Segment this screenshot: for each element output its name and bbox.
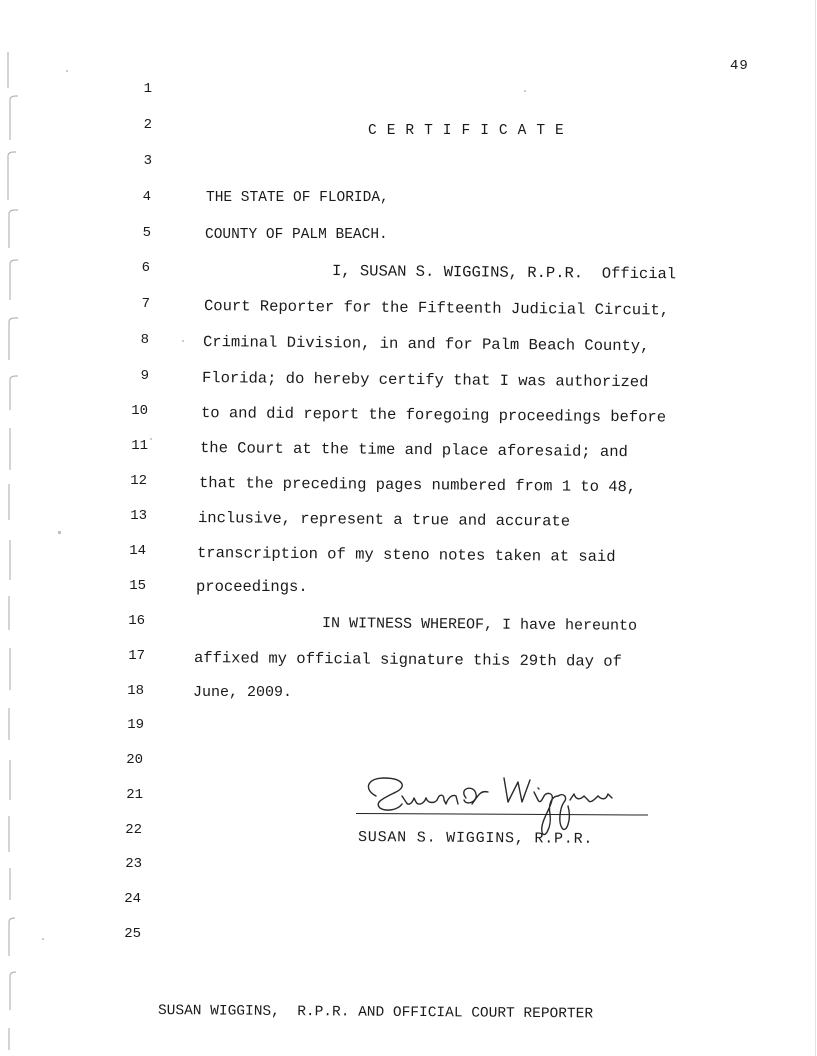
line-number: 11 — [131, 438, 148, 454]
transcript-line: proceedings. — [196, 578, 308, 596]
line-number: 12 — [130, 473, 147, 489]
line-number: 18 — [127, 683, 144, 699]
transcript-line: June, 2009. — [193, 684, 293, 701]
line-number: 4 — [142, 189, 151, 205]
transcript-line: the Court at the time and place aforesaid; and — [199, 439, 628, 462]
line-number: 16 — [128, 613, 145, 629]
transcript-line: inclusive, represent a true and accurate — [197, 509, 571, 531]
line-number: 15 — [129, 578, 146, 594]
transcript-line: affixed my official signature this 29th day of — [193, 649, 622, 671]
reporter-name-line: SUSAN S. WIGGINS, R.P.R. — [357, 829, 594, 848]
transcript-line: to and did report the foregoing proceedings before — [200, 404, 667, 427]
transcript-line: I, SUSAN S. WIGGINS, R.P.R. Official — [331, 262, 677, 284]
transcript-line: Court Reporter for the Fifteenth Judicial Circuit, — [203, 297, 670, 320]
certificate-title: CERTIFICATE — [368, 123, 574, 139]
scan-speck — [150, 438, 152, 440]
line-number: 6 — [141, 260, 150, 276]
line-number: 5 — [142, 225, 151, 241]
binding-edge-marks — [0, 0, 60, 1056]
transcript-line: Criminal Division, in and for Palm Beach County, — [202, 333, 650, 356]
transcript-line: COUNTY OF PALM BEACH. — [205, 227, 388, 243]
line-number: 9 — [140, 368, 149, 384]
line-number: 23 — [125, 856, 142, 872]
transcript-line: THE STATE OF FLORIDA, — [206, 190, 389, 206]
transcript-line: that the preceding pages numbered from 1 to 48, — [198, 474, 637, 497]
scan-speck — [42, 938, 44, 940]
line-number: 2 — [143, 117, 152, 133]
line-number: 10 — [131, 403, 148, 419]
scan-speck — [66, 70, 68, 72]
line-number: 24 — [124, 891, 141, 907]
line-number: 17 — [128, 648, 145, 664]
line-number: 22 — [125, 822, 142, 838]
line-number: 25 — [124, 926, 141, 942]
scan-speck — [524, 90, 526, 92]
scan-speck — [182, 340, 184, 342]
right-edge-line — [815, 0, 816, 1056]
line-number: 1 — [143, 81, 152, 97]
page-number: 49 — [730, 58, 749, 74]
transcript-line: Florida; do hereby certify that I was authorized — [201, 369, 649, 392]
line-number: 7 — [141, 296, 150, 312]
line-number: 20 — [126, 752, 143, 768]
transcript-line: IN WITNESS WHEREOF, I have hereunto — [321, 615, 638, 635]
line-number: 13 — [130, 508, 147, 524]
line-number: 21 — [126, 787, 143, 803]
line-number: 14 — [129, 543, 146, 559]
line-number: 3 — [143, 153, 152, 169]
transcript-line: transcription of my steno notes taken at said — [196, 544, 616, 567]
page-footer: SUSAN WIGGINS, R.P.R. AND OFFICIAL COURT REPORTER — [157, 1003, 594, 1023]
line-number: 8 — [140, 332, 149, 348]
scan-speck — [58, 531, 61, 534]
line-number: 19 — [127, 717, 144, 733]
